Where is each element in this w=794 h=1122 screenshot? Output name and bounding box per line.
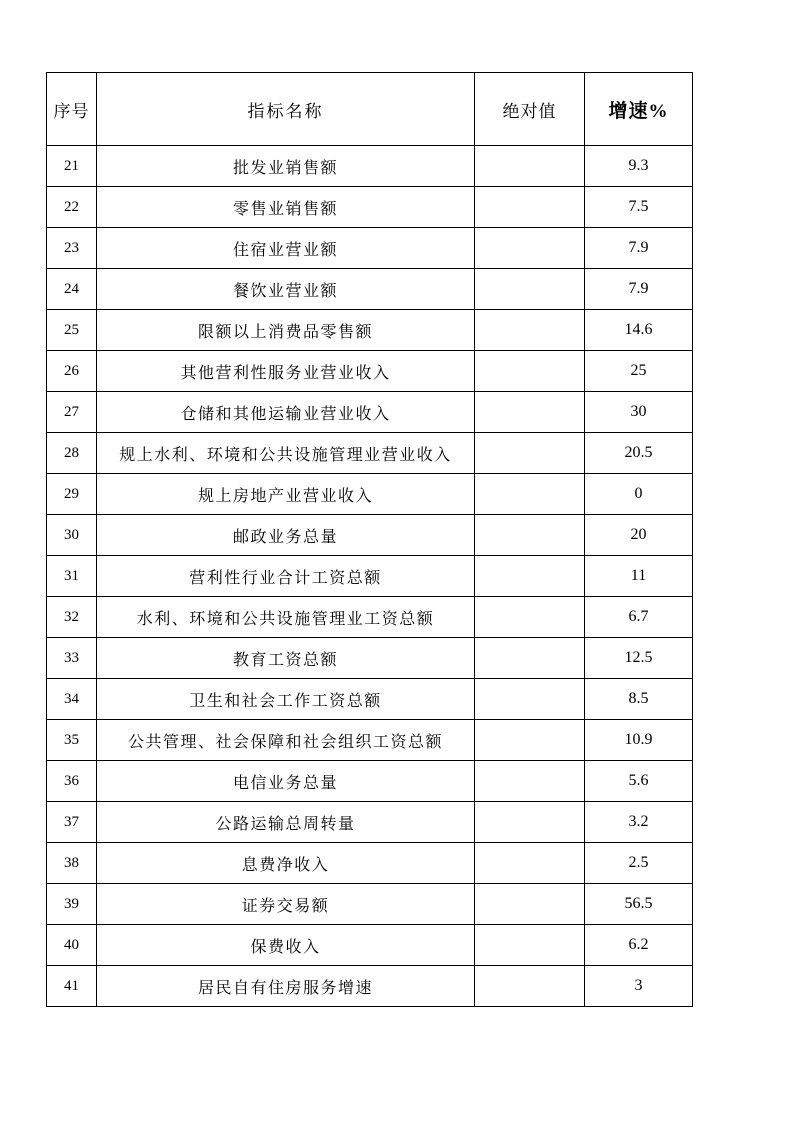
cell-indicator-name: 公共管理、社会保障和社会组织工资总额 (97, 720, 475, 761)
table-header (47, 73, 693, 146)
cell-seq: 21 (47, 146, 97, 187)
table-row (47, 187, 693, 228)
cell-absolute-value (475, 146, 585, 187)
cell-indicator-name: 水利、环境和公共设施管理业工资总额 (97, 597, 475, 638)
cell-growth-rate: 20 (585, 515, 693, 556)
cell-indicator-name: 教育工资总额 (97, 638, 475, 679)
table-row (47, 556, 693, 597)
cell-seq: 34 (47, 679, 97, 720)
cell-indicator-name: 公路运输总周转量 (97, 802, 475, 843)
cell-absolute-value (475, 802, 585, 843)
table-row (47, 761, 693, 802)
table-row (47, 310, 693, 351)
cell-growth-rate: 11 (585, 556, 693, 597)
cell-indicator-name: 居民自有住房服务增速 (97, 966, 475, 1007)
cell-indicator-name: 批发业销售额 (97, 146, 475, 187)
cell-growth-rate: 12.5 (585, 638, 693, 679)
column-header-name: 指标名称 (97, 73, 475, 146)
cell-indicator-name: 餐饮业营业额 (97, 269, 475, 310)
cell-indicator-name: 卫生和社会工作工资总额 (97, 679, 475, 720)
cell-seq: 26 (47, 351, 97, 392)
table-row (47, 720, 693, 761)
table-row (47, 638, 693, 679)
table-row (47, 679, 693, 720)
table-row (47, 843, 693, 884)
table-header-row (47, 73, 693, 146)
cell-growth-rate: 56.5 (585, 884, 693, 925)
cell-growth-rate: 9.3 (585, 146, 693, 187)
cell-absolute-value (475, 556, 585, 597)
cell-indicator-name: 限额以上消费品零售额 (97, 310, 475, 351)
cell-indicator-name: 住宿业营业额 (97, 228, 475, 269)
cell-growth-rate: 7.9 (585, 269, 693, 310)
cell-growth-rate: 7.5 (585, 187, 693, 228)
cell-indicator-name: 息费净收入 (97, 843, 475, 884)
table-row (47, 802, 693, 843)
cell-growth-rate: 8.5 (585, 679, 693, 720)
table-row (47, 228, 693, 269)
table-row (47, 884, 693, 925)
cell-indicator-name: 规上房地产业营业收入 (97, 474, 475, 515)
cell-absolute-value (475, 433, 585, 474)
column-header-seq: 序号 (47, 73, 97, 146)
cell-seq: 30 (47, 515, 97, 556)
table-row (47, 925, 693, 966)
table-row (47, 269, 693, 310)
cell-indicator-name: 保费收入 (97, 925, 475, 966)
cell-growth-rate: 25 (585, 351, 693, 392)
cell-indicator-name: 仓储和其他运输业营业收入 (97, 392, 475, 433)
cell-seq: 27 (47, 392, 97, 433)
cell-indicator-name: 其他营利性服务业营业收入 (97, 351, 475, 392)
cell-absolute-value (475, 925, 585, 966)
cell-seq: 39 (47, 884, 97, 925)
cell-absolute-value (475, 515, 585, 556)
table-row (47, 515, 693, 556)
cell-seq: 35 (47, 720, 97, 761)
cell-absolute-value (475, 843, 585, 884)
indicator-table-container (46, 72, 692, 1007)
cell-growth-rate: 30 (585, 392, 693, 433)
cell-growth-rate: 14.6 (585, 310, 693, 351)
cell-seq: 41 (47, 966, 97, 1007)
cell-seq: 33 (47, 638, 97, 679)
column-header-growth-rate: 增速% (585, 73, 693, 146)
column-header-absolute-value: 绝对值 (475, 73, 585, 146)
cell-absolute-value (475, 884, 585, 925)
cell-absolute-value (475, 679, 585, 720)
cell-absolute-value (475, 392, 585, 433)
cell-seq: 38 (47, 843, 97, 884)
cell-seq: 28 (47, 433, 97, 474)
cell-absolute-value (475, 638, 585, 679)
cell-growth-rate: 2.5 (585, 843, 693, 884)
cell-absolute-value (475, 351, 585, 392)
cell-seq: 36 (47, 761, 97, 802)
cell-absolute-value (475, 720, 585, 761)
cell-absolute-value (475, 597, 585, 638)
cell-indicator-name: 证券交易额 (97, 884, 475, 925)
cell-absolute-value (475, 310, 585, 351)
table-row (47, 392, 693, 433)
cell-seq: 31 (47, 556, 97, 597)
cell-seq: 40 (47, 925, 97, 966)
table-body (47, 146, 693, 1007)
indicator-table (46, 72, 693, 1007)
table-row (47, 146, 693, 187)
cell-seq: 22 (47, 187, 97, 228)
cell-seq: 37 (47, 802, 97, 843)
cell-indicator-name: 规上水利、环境和公共设施管理业营业收入 (97, 433, 475, 474)
cell-indicator-name: 营利性行业合计工资总额 (97, 556, 475, 597)
cell-absolute-value (475, 966, 585, 1007)
cell-seq: 29 (47, 474, 97, 515)
cell-growth-rate: 3.2 (585, 802, 693, 843)
cell-growth-rate: 7.9 (585, 228, 693, 269)
table-row (47, 597, 693, 638)
cell-absolute-value (475, 474, 585, 515)
cell-seq: 23 (47, 228, 97, 269)
cell-absolute-value (475, 187, 585, 228)
cell-seq: 25 (47, 310, 97, 351)
table-row (47, 966, 693, 1007)
cell-growth-rate: 3 (585, 966, 693, 1007)
cell-growth-rate: 0 (585, 474, 693, 515)
cell-indicator-name: 邮政业务总量 (97, 515, 475, 556)
cell-seq: 24 (47, 269, 97, 310)
cell-absolute-value (475, 228, 585, 269)
cell-growth-rate: 5.6 (585, 761, 693, 802)
cell-growth-rate: 6.7 (585, 597, 693, 638)
cell-growth-rate: 10.9 (585, 720, 693, 761)
cell-indicator-name: 零售业销售额 (97, 187, 475, 228)
cell-growth-rate: 20.5 (585, 433, 693, 474)
cell-growth-rate: 6.2 (585, 925, 693, 966)
cell-indicator-name: 电信业务总量 (97, 761, 475, 802)
table-row (47, 474, 693, 515)
table-row (47, 351, 693, 392)
cell-absolute-value (475, 269, 585, 310)
table-row (47, 433, 693, 474)
cell-seq: 32 (47, 597, 97, 638)
cell-absolute-value (475, 761, 585, 802)
